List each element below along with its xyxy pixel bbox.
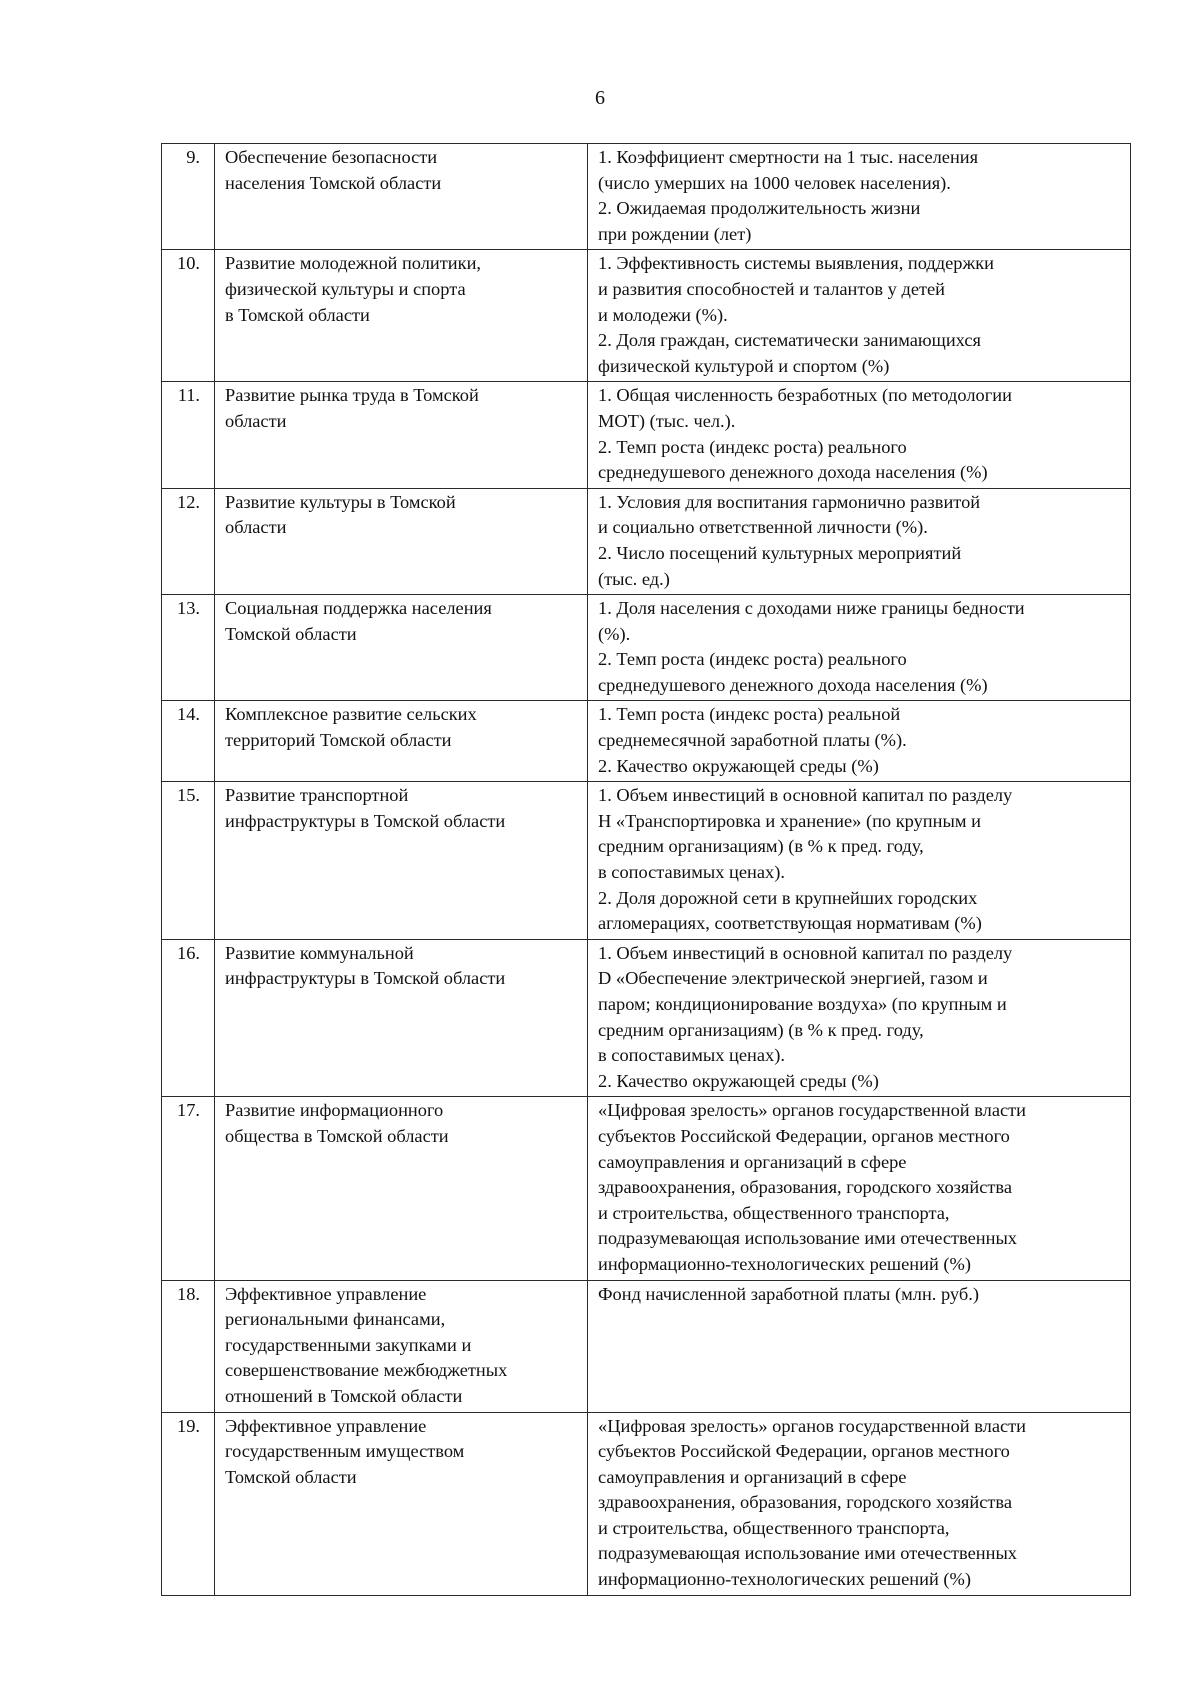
program-name: Эффективное управление государственным имуществом Томской области — [215, 1412, 588, 1595]
program-name: Развитие информационного общества в Томской области — [215, 1097, 588, 1280]
program-name: Комплексное развитие сельских территорий Томской области — [215, 701, 588, 782]
program-indicators: 1. Условия для воспитания гармонично развитой и социально ответственной личности (%). 2. Число посещений культурных мероприятий (тыс. ед.) — [588, 488, 1131, 594]
program-indicators: 1. Эффективность системы выявления, поддержки и развития способностей и талантов у детей и молодежи (%). 2. Доля граждан, систематически занимающихся физической культурой и спортом (%) — [588, 250, 1131, 382]
row-number: 10. — [162, 250, 215, 382]
table-row — [162, 1280, 1131, 1412]
program-indicators: «Цифровая зрелость» органов государственной власти субъектов Российской Федерации, органов местного самоуправления и организаций в сфере здравоохранения, образования, городского хозяйства и строительства, общественного транспорта, подразумевающая использование ими отечественных информационно-технологических решений (%) — [588, 1097, 1131, 1280]
program-name: Развитие транспортной инфраструктуры в Томской области — [215, 782, 588, 940]
row-number: 19. — [162, 1412, 215, 1595]
program-name: Развитие коммунальной инфраструктуры в Томской области — [215, 939, 588, 1097]
program-name: Развитие рынка труда в Томской области — [215, 382, 588, 488]
table-row — [162, 782, 1131, 940]
table-row — [162, 488, 1131, 594]
programs-table — [161, 143, 1131, 1596]
row-number: 16. — [162, 939, 215, 1097]
table-row — [162, 144, 1131, 250]
table-row — [162, 250, 1131, 382]
program-name: Социальная поддержка населения Томской области — [215, 595, 588, 701]
page-number: 6 — [595, 87, 605, 109]
program-name: Обеспечение безопасности населения Томской области — [215, 144, 588, 250]
row-number: 18. — [162, 1280, 215, 1412]
program-indicators: 1. Доля населения с доходами ниже границы бедности (%). 2. Темп роста (индекс роста) реального среднедушевого денежного дохода населения (%) — [588, 595, 1131, 701]
row-number: 9. — [162, 144, 215, 250]
row-number: 12. — [162, 488, 215, 594]
program-indicators: 1. Объем инвестиций в основной капитал по разделу Н «Транспортировка и хранение» (по крупным и средним организациям) (в % к пред. году, в сопоставимых ценах). 2. Доля дорожной сети в крупнейших городских агломерациях, соответствующая нормативам (%) — [588, 782, 1131, 940]
row-number: 13. — [162, 595, 215, 701]
table-row — [162, 595, 1131, 701]
program-indicators: «Цифровая зрелость» органов государственной власти субъектов Российской Федерации, органов местного самоуправления и организаций в сфере здравоохранения, образования, городского хозяйства и строительства, общественного транспорта, подразумевающая использование ими отечественных информационно-технологических решений (%) — [588, 1412, 1131, 1595]
program-indicators: 1. Темп роста (индекс роста) реальной среднемесячной заработной платы (%). 2. Качество окружающей среды (%) — [588, 701, 1131, 782]
program-name: Развитие молодежной политики, физической культуры и спорта в Томской области — [215, 250, 588, 382]
table-row — [162, 701, 1131, 782]
row-number: 11. — [162, 382, 215, 488]
program-indicators: 1. Коэффициент смертности на 1 тыс. населения (число умерших на 1000 человек населения). 2. Ожидаемая продолжительность жизни при рождении (лет) — [588, 144, 1131, 250]
table-row — [162, 1412, 1131, 1595]
row-number: 15. — [162, 782, 215, 940]
program-indicators: Фонд начисленной заработной платы (млн. руб.) — [588, 1280, 1131, 1412]
row-number: 14. — [162, 701, 215, 782]
program-indicators: 1. Объем инвестиций в основной капитал по разделу D «Обеспечение электрической энергией, газом и паром; кондиционирование воздуха» (по крупным и средним организациям) (в % к пред. году, в сопоставимых ценах). 2. Качество окружающей среды (%) — [588, 939, 1131, 1097]
table-row — [162, 382, 1131, 488]
table-row — [162, 1097, 1131, 1280]
program-name: Развитие культуры в Томской области — [215, 488, 588, 594]
table-row — [162, 939, 1131, 1097]
program-indicators: 1. Общая численность безработных (по методологии МОТ) (тыс. чел.). 2. Темп роста (индекс роста) реального среднедушевого денежного дохода населения (%) — [588, 382, 1131, 488]
row-number: 17. — [162, 1097, 215, 1280]
program-name: Эффективное управление региональными финансами, государственными закупками и совершенствование межбюджетных отношений в Томской области — [215, 1280, 588, 1412]
